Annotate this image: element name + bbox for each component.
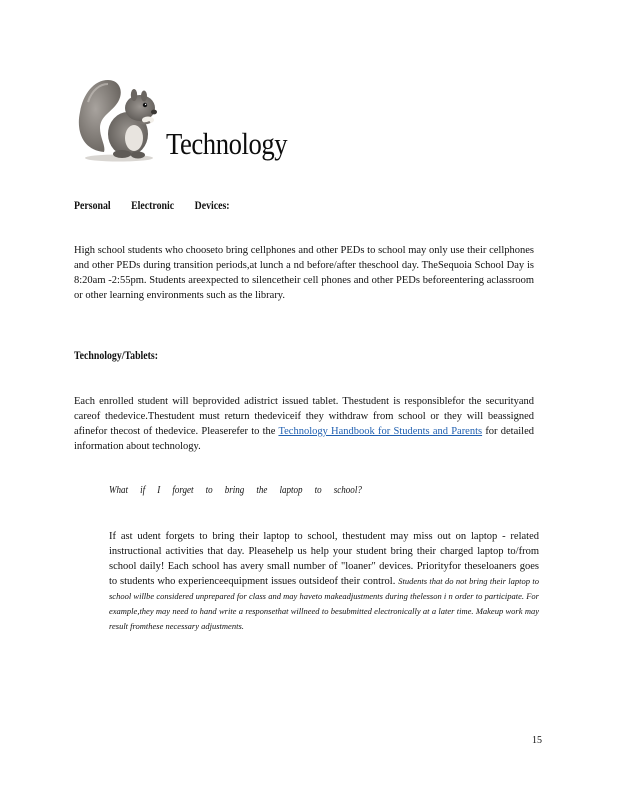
tablets-text-after: for detailed information about technology. [74,426,534,452]
tablets-text-before: Each enrolled student will beprovided adistrict issued tablet. Thestudent is responsiblefor the securityand careof thedevice.Thestudent must return thedeviceif they withdraw from school or they will beassigned afinefor thecost of thedevice. Pleaserefer to the [74,396,534,437]
ped-paragraph: High school students who chooseto bring cellphones and other PEDs to school may only use their cellphones and other PEDs during transition periods,at lunch a nd before/after theschool day. TheSequoia School Day is 8:20am -2:55pm. Students areexpected to silencetheir cell phones and other PEDs beforeentering aclassroom or other learning environments such as the library. [74,245,534,301]
page-title: Technology [166,126,288,161]
faq-answer [109,529,539,634]
faq-question: What if I forget to bring the laptop to school? [109,484,362,496]
squirrel-icon [74,72,166,162]
tablets-paragraph [74,394,534,454]
tablets-heading: Technology/Tablets: [74,348,159,362]
faq-answer-text: If ast udent forgets to bring their laptop to school, thestudent may miss out on laptop - related instructional activities that day. Pleasehelp us help your student bring their charged laptop to/from school daily! Each school has avery small number of "loaner" devices. Priorityfor theseloaners goes to students who experienceequipment issues outsideof their control. [109,531,539,587]
ped-heading: Personal Electronic Devices: [74,198,230,212]
faq-answer-italic: Students that do not bring their laptop to school willbe considered unprepared for class and may haveto makeadjustments during thelesson i n order to participate. For example,they may need to hand write a responsethat willneed to besubmitted electronically at a later time. Makeup work may result fromthese necessary adjustments. [109,576,539,631]
page-number: 15 [532,735,542,746]
technology-handbook-link[interactable]: Technology Handbook for Students and Parents [278,426,483,437]
